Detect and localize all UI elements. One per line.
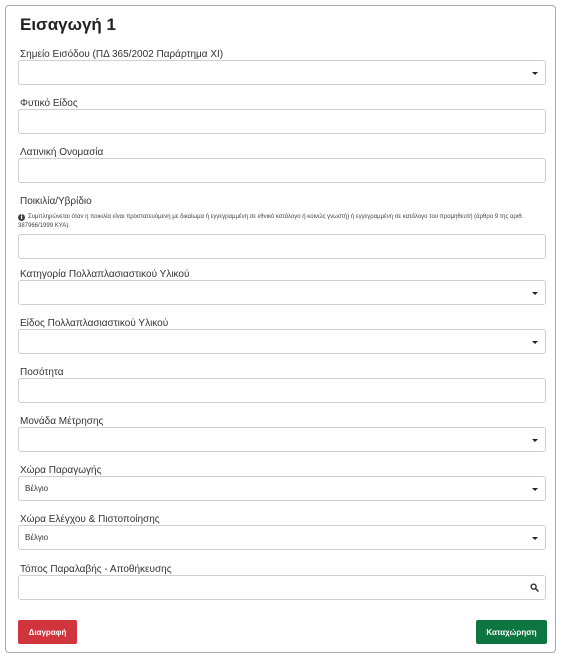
material-type-label: Είδος Πολλαπλασιαστικού Υλικού	[20, 318, 169, 329]
control-country-label: Χώρα Ελέγχου & Πιστοποίησης	[20, 514, 160, 525]
entry-point-select[interactable]	[18, 60, 546, 85]
variety-hint	[18, 213, 548, 231]
search-icon[interactable]	[530, 583, 539, 592]
material-category-select[interactable]	[18, 280, 546, 305]
latin-name-input[interactable]	[18, 158, 546, 183]
production-country-value: Βέλγιο	[25, 484, 49, 493]
material-category-label: Κατηγορία Πολλαπλασιαστικού Υλικού	[20, 269, 190, 280]
quantity-label: Ποσότητα	[20, 367, 64, 378]
save-button[interactable]: Καταχώρηση	[476, 620, 547, 644]
delete-button[interactable]: Διαγραφή	[18, 620, 77, 644]
caret-down-icon	[532, 292, 538, 295]
control-country-select[interactable]	[18, 525, 546, 550]
plant-species-label: Φυτικό Είδος	[20, 98, 78, 109]
entry-card	[5, 5, 556, 653]
production-country-select[interactable]	[18, 476, 546, 501]
storage-location-search[interactable]	[18, 575, 546, 600]
page-title: Εισαγωγή 1	[20, 15, 116, 34]
variety-label: Ποικιλία/Υβρίδιο	[20, 196, 92, 207]
caret-down-icon	[532, 488, 538, 491]
latin-name-label: Λατινική Ονομασία	[20, 147, 104, 158]
plant-species-input[interactable]	[18, 109, 546, 134]
caret-down-icon	[532, 72, 538, 75]
production-country-label: Χώρα Παραγωγής	[20, 465, 102, 476]
storage-location-label: Τόπος Παραλαβής - Αποθήκευσης	[20, 564, 172, 575]
info-icon: i	[18, 214, 25, 221]
control-country-value: Βέλγιο	[25, 533, 49, 542]
variety-input[interactable]	[18, 234, 546, 259]
unit-label: Μονάδα Μέτρησης	[20, 416, 104, 427]
variety-hint-text: Συμπληρώνεται όταν η ποικιλία είναι προστατευόμενη με δικαίωμα ή εγγεγραμμένη σε εθνικό κατάλογο ή κοινώς γνωστή) ή εγγεγραμμένη σε κατάλογο του προμηθευτή (άρθρο 9 της αριθ. 387966/1999 ΚΥΑ).	[18, 214, 524, 229]
material-type-select[interactable]	[18, 329, 546, 354]
caret-down-icon	[532, 439, 538, 442]
quantity-input[interactable]	[18, 378, 546, 403]
entry-point-label: Σημείο Εισόδου (ΠΔ 365/2002 Παράρτημα XI)	[20, 49, 224, 60]
caret-down-icon	[532, 341, 538, 344]
caret-down-icon	[532, 537, 538, 540]
unit-select[interactable]	[18, 427, 546, 452]
